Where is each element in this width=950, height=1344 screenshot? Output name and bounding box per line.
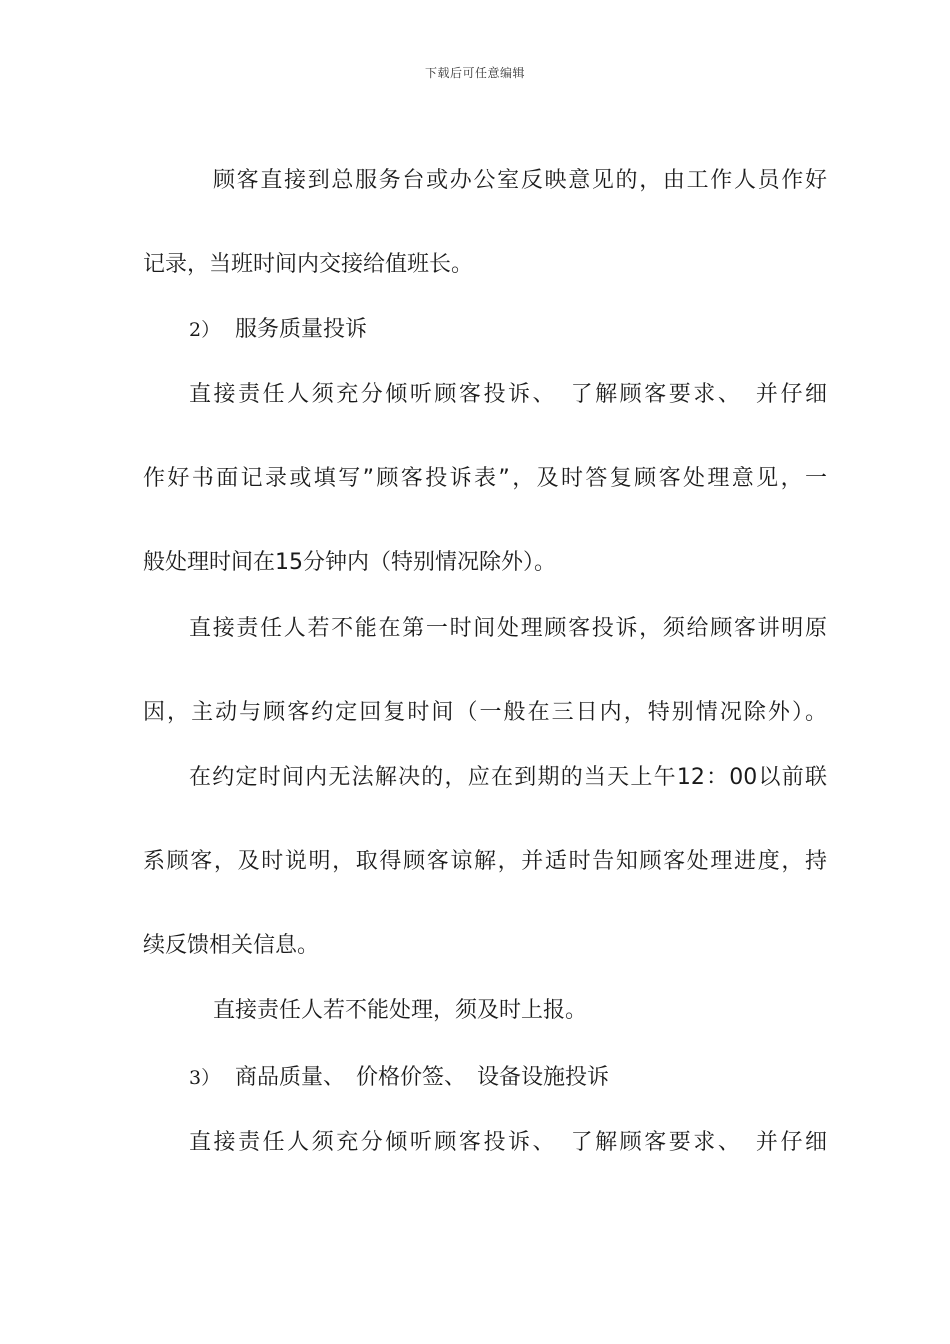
section-title: 商品质量、 价格价签、 设备设施投诉 (235, 1065, 610, 1090)
section-title: 服务质量投诉 (235, 317, 368, 342)
page-header: 下载后可任意编辑 (424, 66, 525, 80)
paragraph-line: 直接责任人若不能处理，须及时上报。 (213, 998, 588, 1023)
section-number: 3） (189, 1067, 221, 1089)
paragraph-line: 作好书面记录或填写”顾客投诉表”，及时答复顾客处理意见，一 (143, 466, 827, 491)
paragraph-line: 因，主动与顾客约定回复时间（一般在三日内，特别情况除外）。 (143, 700, 827, 725)
section-heading-3 (189, 1063, 827, 1093)
paragraph-line: 在约定时间内无法解决的，应在到期的当天上午12：00以前联 (189, 765, 827, 790)
section-heading-2 (189, 315, 689, 345)
paragraph-line: 直接责任人须充分倾听顾客投诉、 了解顾客要求、 并仔细 (189, 382, 827, 407)
paragraph-line: 直接责任人若不能在第一时间处理顾客投诉，须给顾客讲明原 (189, 616, 827, 641)
section-number: 2） (189, 319, 221, 341)
paragraph-line: 记录，当班时间内交接给值班长。 (143, 252, 474, 277)
paragraph-line: 系顾客，及时说明，取得顾客谅解，并适时告知顾客处理进度，持 (143, 849, 827, 874)
paragraph-line: 顾客直接到总服务台或办公室反映意见的，由工作人员作好 (213, 168, 827, 193)
paragraph-line: 续反馈相关信息。 (143, 933, 320, 958)
paragraph-line: 般处理时间在15分钟内（特别情况除外）。 (143, 550, 556, 575)
paragraph-line: 直接责任人须充分倾听顾客投诉、 了解顾客要求、 并仔细 (189, 1130, 827, 1155)
